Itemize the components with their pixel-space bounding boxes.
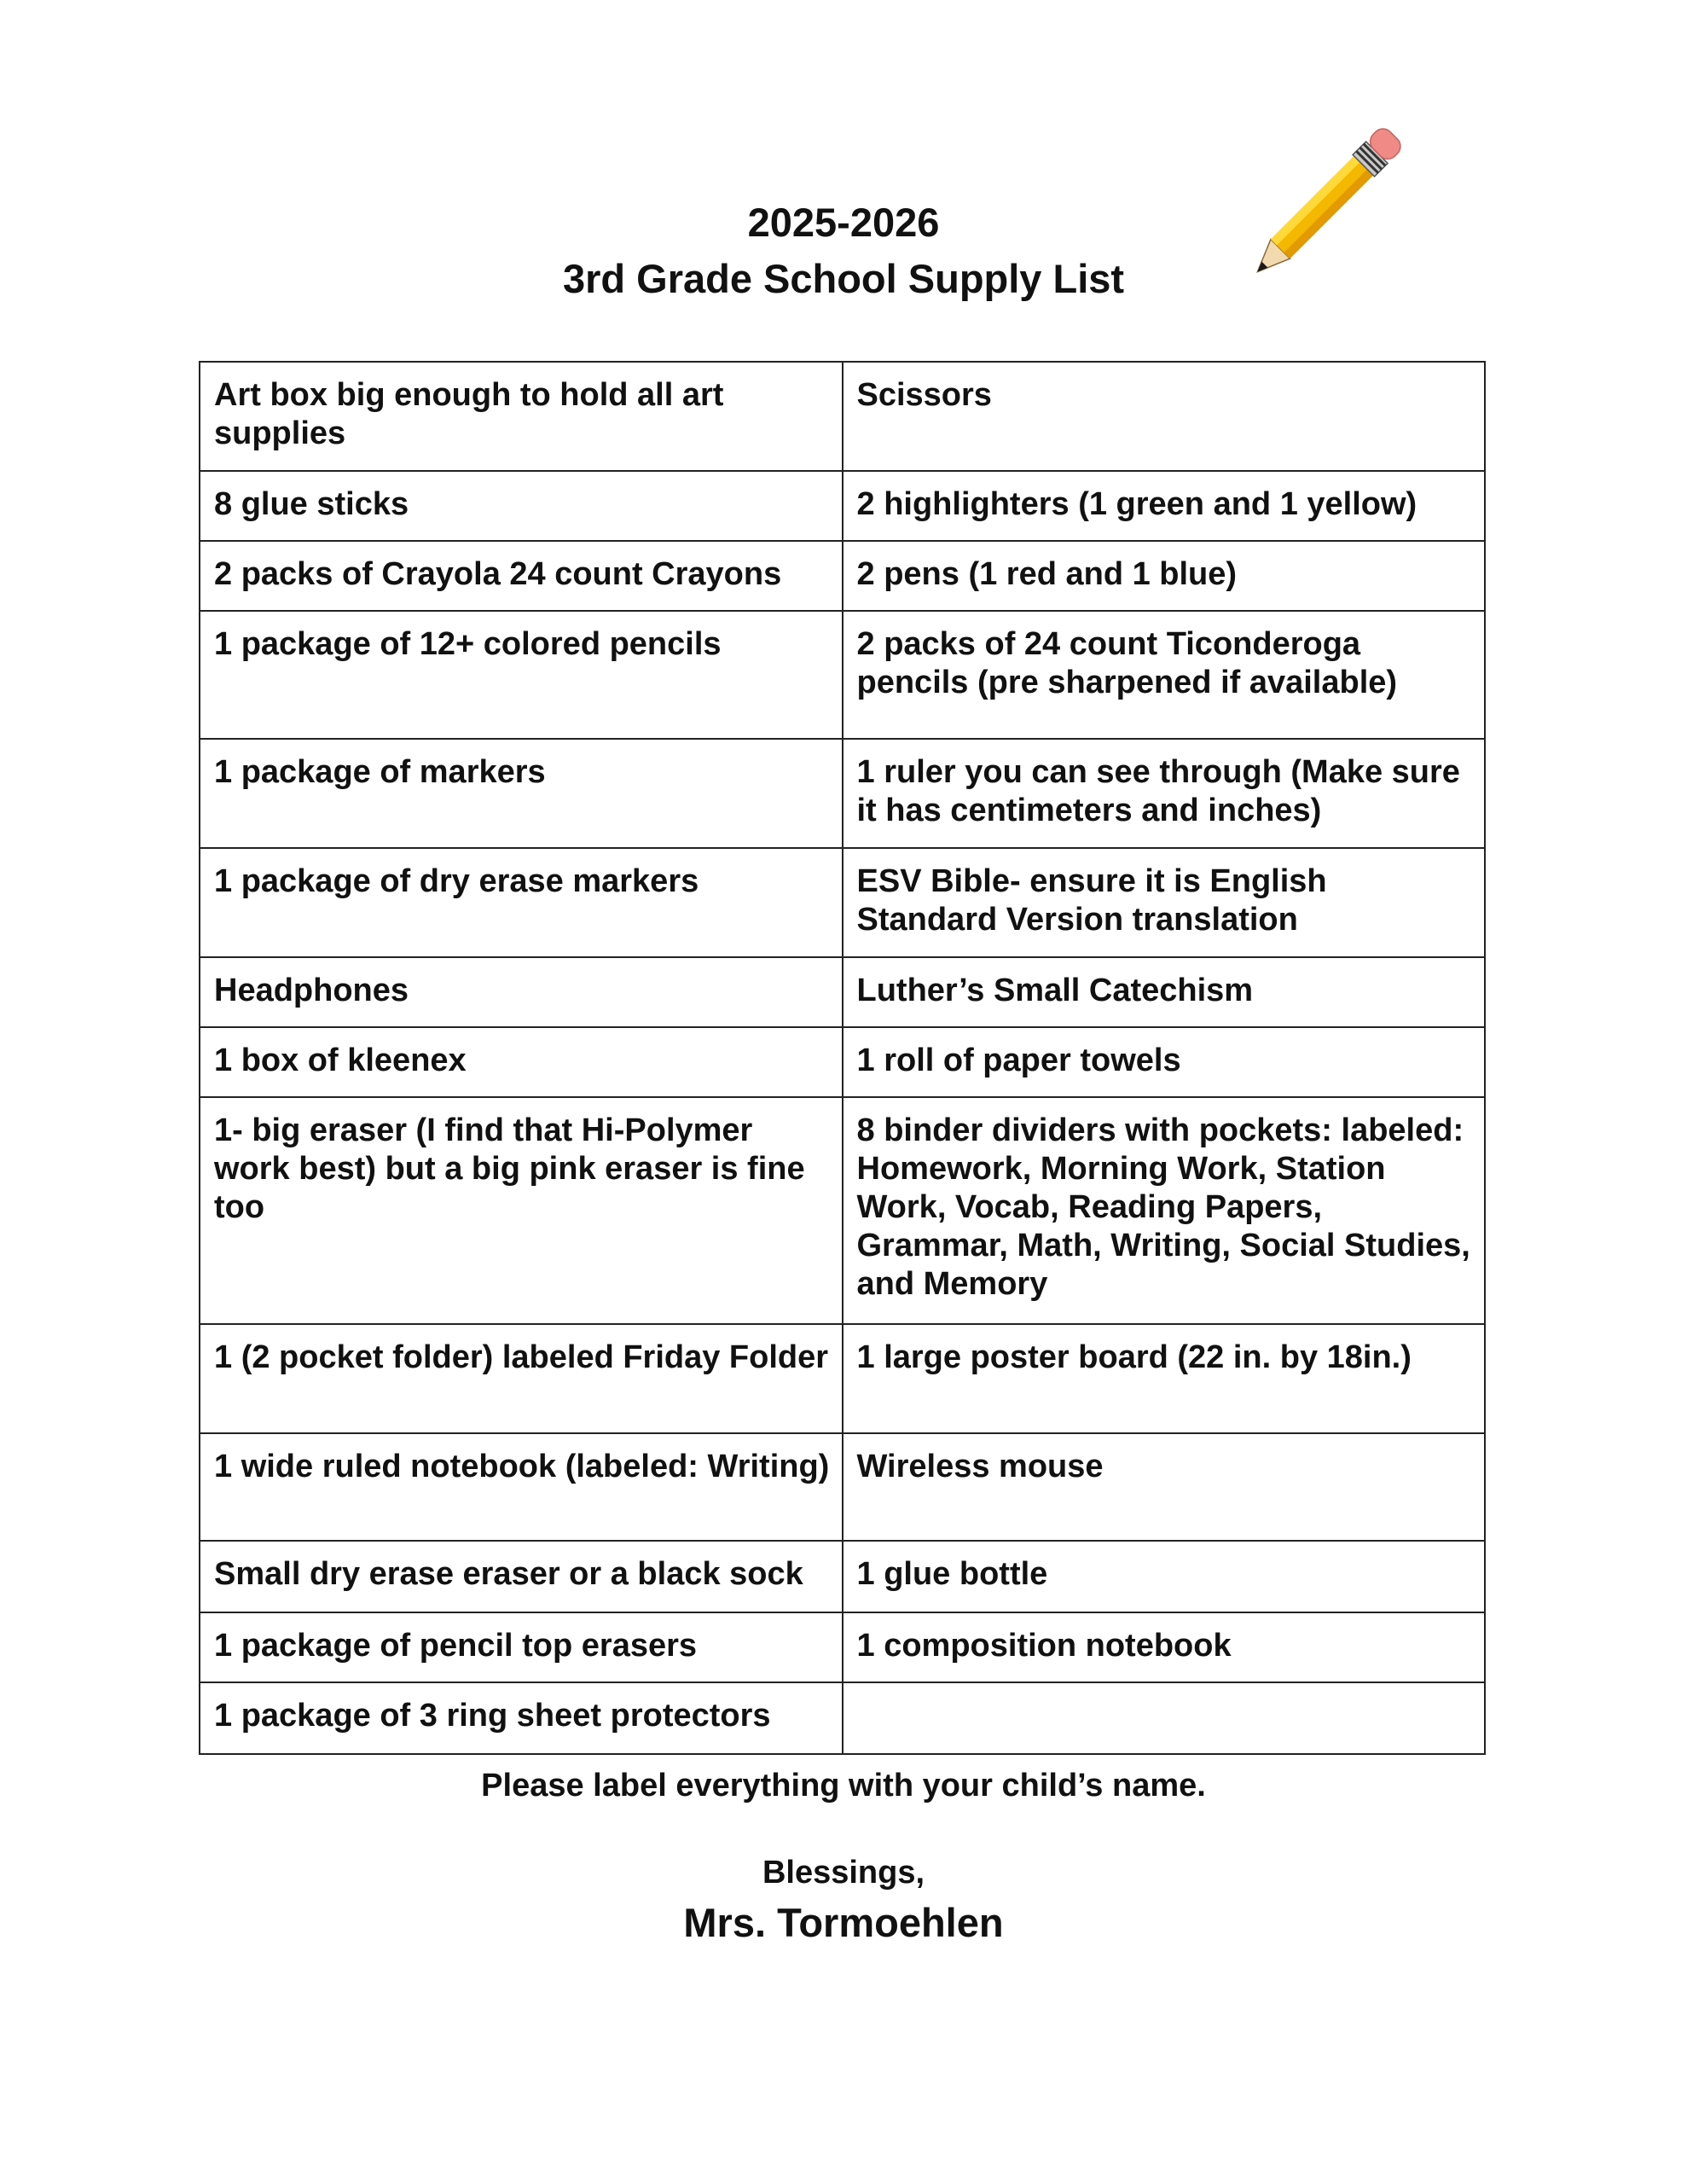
- supply-item: 1 ruler you can see through (Make sure it has centimeters and inches): [843, 739, 1486, 848]
- table-row: [200, 957, 1485, 1027]
- supply-item: 1 roll of paper towels: [843, 1027, 1486, 1097]
- table-row: [200, 471, 1485, 541]
- supply-item: Art box big enough to hold all art supplies: [200, 362, 843, 471]
- supply-item: 1 package of 3 ring sheet protectors: [200, 1682, 843, 1754]
- table-row: [200, 1324, 1485, 1433]
- supply-item: ESV Bible- ensure it is English Standard Version translation: [843, 848, 1486, 957]
- supply-item: Wireless mouse: [843, 1433, 1486, 1541]
- table-row: [200, 1027, 1485, 1097]
- table-row: [200, 1541, 1485, 1612]
- table-row: [200, 1682, 1485, 1754]
- supply-item: Scissors: [843, 362, 1486, 471]
- table-row: [200, 1097, 1485, 1324]
- supply-item: 2 packs of Crayola 24 count Crayons: [200, 541, 843, 611]
- supply-item: 1 (2 pocket folder) labeled Friday Folder: [200, 1324, 843, 1433]
- supply-item: 1 large poster board (22 in. by 18in.): [843, 1324, 1486, 1433]
- teacher-signature: Mrs. Tormoehlen: [683, 1900, 1004, 1945]
- school-year: 2025-2026: [747, 200, 940, 245]
- supply-item: 2 highlighters (1 green and 1 yellow): [843, 471, 1486, 541]
- document-header: [0, 195, 1687, 307]
- table-row: [200, 1433, 1485, 1541]
- supply-item: 1 package of pencil top erasers: [200, 1612, 843, 1682]
- table-row: [200, 611, 1485, 739]
- supply-item: 1 package of 12+ colored pencils: [200, 611, 843, 739]
- supply-item: 1 composition notebook: [843, 1612, 1486, 1682]
- table-row: [200, 541, 1485, 611]
- table-row: [200, 848, 1485, 957]
- table-row: [200, 362, 1485, 471]
- table-row: [200, 739, 1485, 848]
- table-row: [200, 1612, 1485, 1682]
- supply-list-table: [199, 361, 1486, 1755]
- supply-item: 1 glue bottle: [843, 1541, 1486, 1612]
- supply-item: 8 glue sticks: [200, 471, 843, 541]
- supply-item: 1 wide ruled notebook (labeled: Writing): [200, 1433, 843, 1541]
- supply-item: 8 binder dividers with pockets: labeled: Homework, Morning Work, Station Work, Vocab, Reading Papers, Grammar, Math, Writing, Social Studies, and Memory: [843, 1097, 1486, 1324]
- pencil-icon: [1224, 101, 1429, 305]
- supply-item: Small dry erase eraser or a black sock: [200, 1541, 843, 1612]
- label-reminder: Please label everything with your child’s name.: [481, 1768, 1206, 1804]
- supply-item: 1 package of dry erase markers: [200, 848, 843, 957]
- supply-item: [843, 1682, 1486, 1754]
- supply-item: Headphones: [200, 957, 843, 1027]
- supply-item: 2 pens (1 red and 1 blue): [843, 541, 1486, 611]
- page-title: 3rd Grade School Supply List: [562, 256, 1125, 301]
- supply-item: 1 package of markers: [200, 739, 843, 848]
- supply-item: 2 packs of 24 count Ticonderoga pencils (pre sharpened if available): [843, 611, 1486, 739]
- supply-item: Luther’s Small Catechism: [843, 957, 1486, 1027]
- supply-item: 1- big eraser (I find that Hi-Polymer work best) but a big pink eraser is fine too: [200, 1097, 843, 1324]
- closing-salutation: Blessings,: [762, 1855, 925, 1891]
- supply-item: 1 box of kleenex: [200, 1027, 843, 1097]
